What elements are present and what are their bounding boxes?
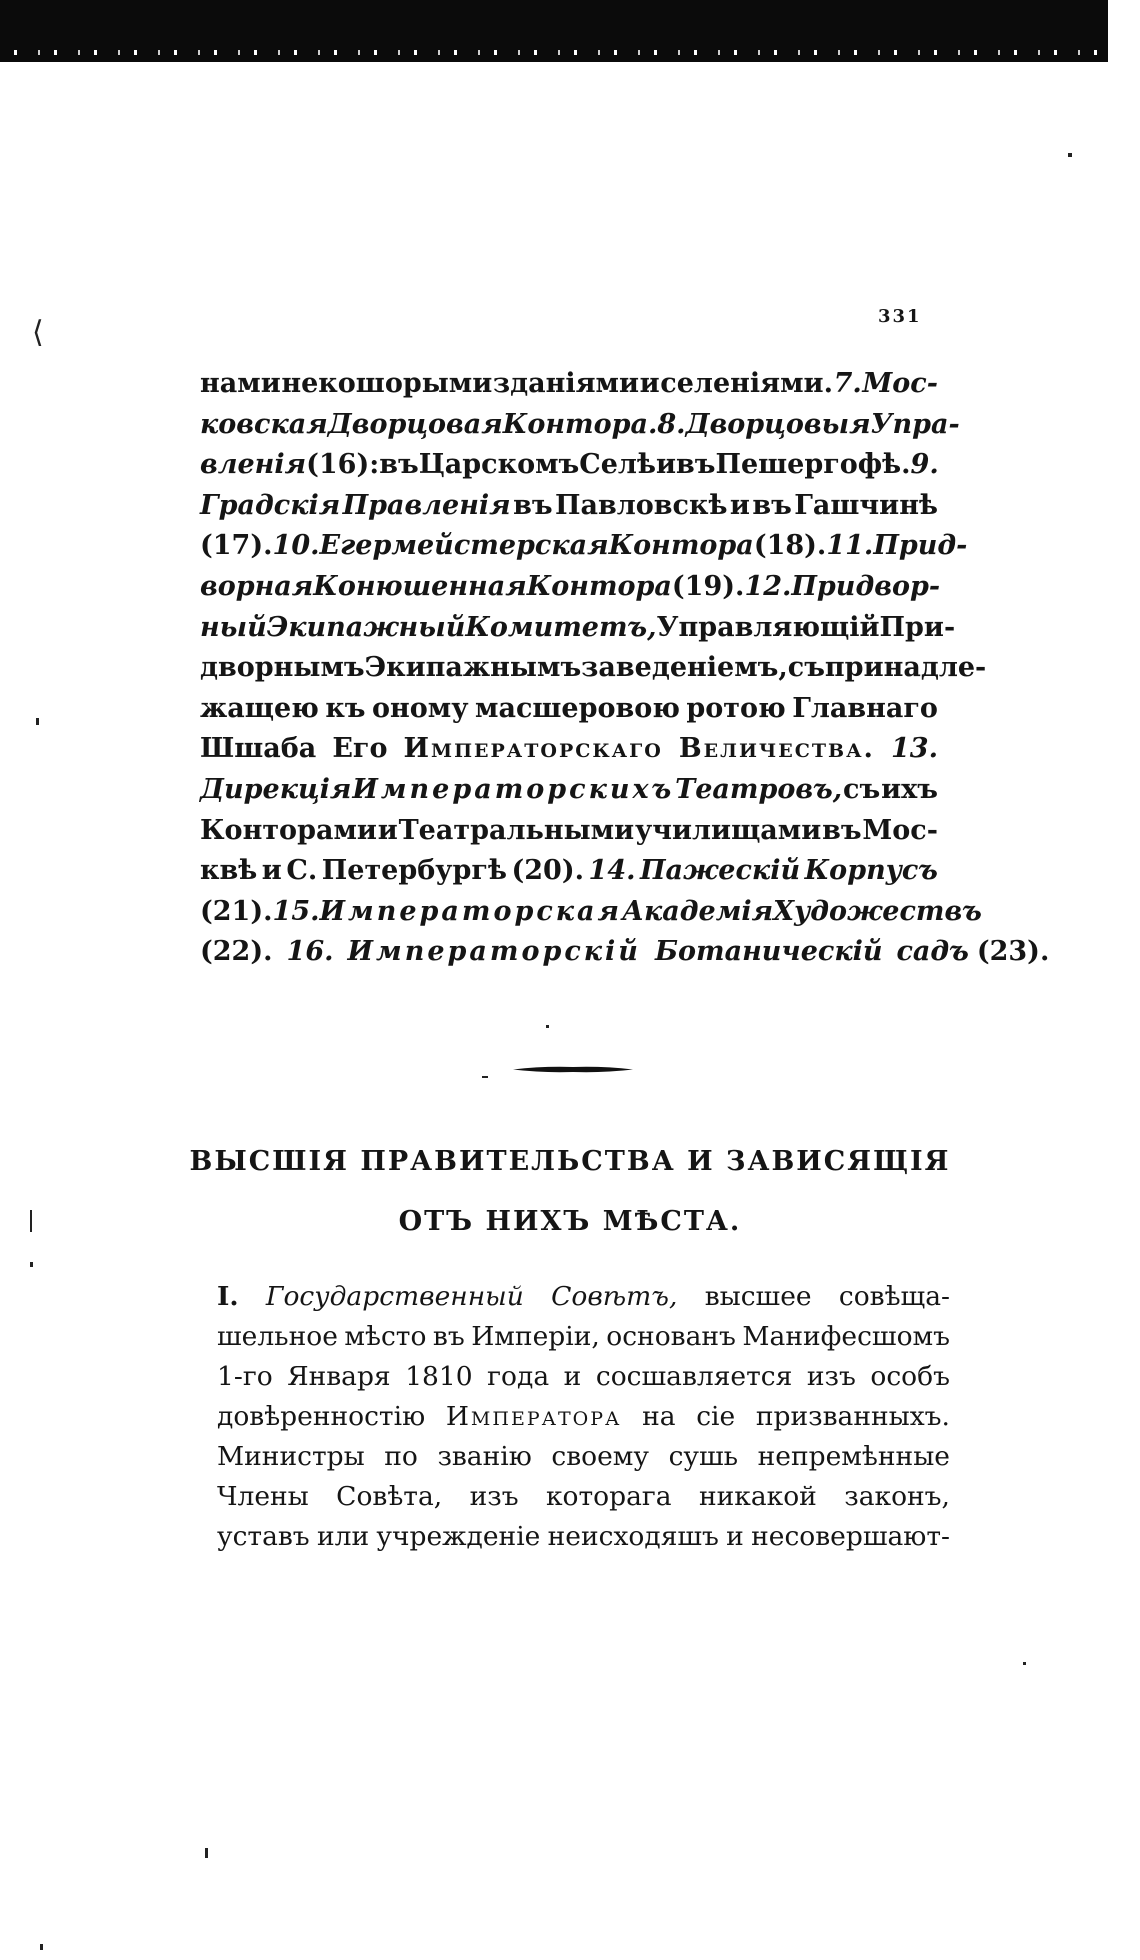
word: Величества. [678,733,875,765]
text-line [200,932,1050,973]
word: Театровъ, [675,773,843,805]
word: (19). [671,570,745,602]
dust-speck [1023,1662,1026,1665]
word: Совѣтъ, [551,1281,678,1312]
word: 16. [286,936,334,968]
word: Придвор- [791,570,941,602]
word: мѣсто [344,1321,427,1352]
section-heading-line2: ОТЪ НИХЪ МѢСТА. [398,1206,742,1237]
word: въ [676,449,716,481]
word: Упра- [870,408,960,440]
word: и [563,1361,582,1392]
scan-border-edge [0,50,1108,55]
word: Петербургѣ [321,855,507,887]
word: Павловскѣ [555,489,728,521]
text-line [200,770,938,811]
word: 1810 [405,1361,473,1392]
word: Января [287,1361,391,1392]
word: которага [545,1481,672,1512]
word: зданіями [492,368,640,399]
word: Экипажнымъ [364,652,582,684]
word: ротою [686,692,786,724]
word: квѣ [200,855,258,887]
word: Пажескій [640,855,801,887]
word: Манифесшомъ [742,1321,950,1352]
text-line [217,1437,950,1477]
word: шельное [217,1321,338,1352]
word: Комитетъ, [465,611,657,643]
word: принадле- [824,652,987,684]
text-line [217,1397,950,1437]
word: Главнаго [792,692,938,724]
word: Императорскаго [403,733,663,765]
text-line [200,567,941,608]
word: ковская [200,408,328,440]
word: (22). [200,936,273,968]
word: Конторами [200,814,377,846]
word: училищами [634,814,822,846]
word: оному [372,692,469,724]
text-line [200,526,968,567]
word: довѣренностію [217,1401,426,1432]
word: и [377,814,398,846]
text-line [200,486,938,527]
word: по [384,1441,418,1472]
word: изъ [469,1481,519,1512]
word: въ [752,489,792,521]
ornament-rule [513,1065,633,1074]
word: Царскомъ [418,449,580,481]
word: 1-го [217,1361,273,1392]
word: дворнымъ [200,652,365,684]
word: года [487,1361,550,1392]
text-line [200,729,938,770]
text-line [200,892,982,933]
word: Шшаба [200,733,317,765]
word: Гашчинѣ [794,489,938,521]
word: 11. [826,530,874,562]
word: Корпусъ [804,855,938,887]
word: Селѣ [579,449,656,481]
word: несовершают- [751,1521,950,1552]
dust-speck [36,718,39,725]
word: и [261,855,282,887]
word: и [726,1521,744,1552]
word: Императорская [319,895,623,927]
word: сушь [668,1441,739,1472]
text-line [200,689,938,730]
word: 15. [272,895,320,927]
word: къ [325,692,366,724]
word: (21). [200,895,273,927]
word: никакой [698,1481,817,1512]
dust-speck [30,1210,32,1232]
word: (20). [511,855,584,887]
word: Конюшенная [313,570,527,602]
word: 13. [891,733,938,765]
word: и [655,449,676,481]
word: 8. [657,408,686,440]
word: Дворцовая [327,408,503,440]
word: ный [200,611,267,643]
word: Градскія [200,489,341,521]
text-line [200,364,938,405]
word: 12. [744,570,792,602]
word: непремѣнные [757,1441,950,1472]
text-line [200,648,987,689]
word: садъ [896,936,969,968]
word: въ [432,1321,465,1352]
word: въ [822,814,862,846]
word: 7. [833,368,862,399]
word: Члены [217,1481,309,1512]
word: Имперіи, [471,1321,600,1352]
word: Управляющій [656,611,880,643]
word: ворная [200,570,314,602]
word: жащею [200,692,319,724]
word: вленія [200,449,307,481]
word: Министры [217,1441,365,1472]
word: основанъ [606,1321,736,1352]
section-text [217,1277,950,1557]
word: масшеровою [475,692,680,724]
word: Правленія [342,489,511,521]
text-line [200,405,960,446]
word: 10. [272,530,320,562]
word: или [316,1521,370,1552]
word: Мос- [862,368,938,399]
word: высшее [704,1281,812,1312]
text-line [200,851,938,892]
word: законъ, [844,1481,950,1512]
word: Театральными [398,814,635,846]
word: и [639,368,660,399]
list-text [200,364,1050,973]
word: особъ [870,1361,950,1392]
dust-speck [40,1944,43,1950]
word: Государственный [265,1281,524,1312]
word: изъ [806,1361,856,1392]
word: (17). [200,530,273,562]
word: Императорскій [347,936,641,968]
word: учрежденіе [376,1521,541,1552]
word: (16): [306,449,380,481]
margin-mark: ⟨ [32,315,44,350]
dust-speck [482,1076,488,1078]
text-line [200,445,938,486]
word: и [729,489,750,521]
text-line [217,1317,950,1357]
word: на [642,1401,676,1432]
word: Императорскихъ [352,773,675,805]
text-line [200,811,938,852]
word: Пешергофѣ. [715,449,911,481]
word: въ [379,449,419,481]
word: Прид- [873,530,968,562]
word: Совѣта, [336,1481,443,1512]
word: При- [879,611,956,643]
word: селеніями. [660,368,833,399]
word: уставъ [217,1521,310,1552]
word: 9. [910,449,939,481]
word: (18). [753,530,827,562]
dust-speck [546,1025,549,1028]
text-line [217,1517,950,1557]
word: Контора [608,530,754,562]
word: съ [843,773,881,805]
section-heading-line1: ВЫСШІЯ ПРАВИТЕЛЬСТВА И ЗАВИСЯЩІЯ [189,1146,951,1177]
word: Ботаническій [654,936,883,968]
word: Императора [445,1401,622,1432]
word: 14. [588,855,636,887]
word: Дворцовыя [685,408,871,440]
dust-speck [205,1848,208,1858]
text-line [217,1477,950,1517]
word: неисходяшъ [547,1521,719,1552]
word: ихъ [881,773,938,805]
word: призванныхъ. [755,1401,950,1432]
text-line [217,1357,950,1397]
word: I. [217,1281,239,1312]
word: сіе [696,1401,736,1432]
word: Художествъ [773,895,982,927]
dust-speck [30,1262,33,1267]
word: Дирекція [200,773,352,805]
word: нами [200,368,281,399]
word: своему [551,1441,649,1472]
word: въ [513,489,553,521]
word: заведеніемъ, [581,652,788,684]
text-line [217,1277,950,1317]
word: Академія [622,895,774,927]
page-number: 331 [878,306,922,327]
word: некошорыми [281,368,493,399]
word: совѣща- [838,1281,950,1312]
word: званію [437,1441,532,1472]
word: Егермейстерская [319,530,609,562]
word: Контора [526,570,672,602]
word: Его [332,733,388,765]
word: сосшавляется [595,1361,793,1392]
word: Контора. [502,408,658,440]
word: съ [787,652,825,684]
word: (23). [976,936,1050,968]
word: Мос- [862,814,938,846]
text-line [200,608,956,649]
dust-speck [1068,153,1072,157]
word: Экипажный [266,611,466,643]
word: С. [286,855,318,887]
